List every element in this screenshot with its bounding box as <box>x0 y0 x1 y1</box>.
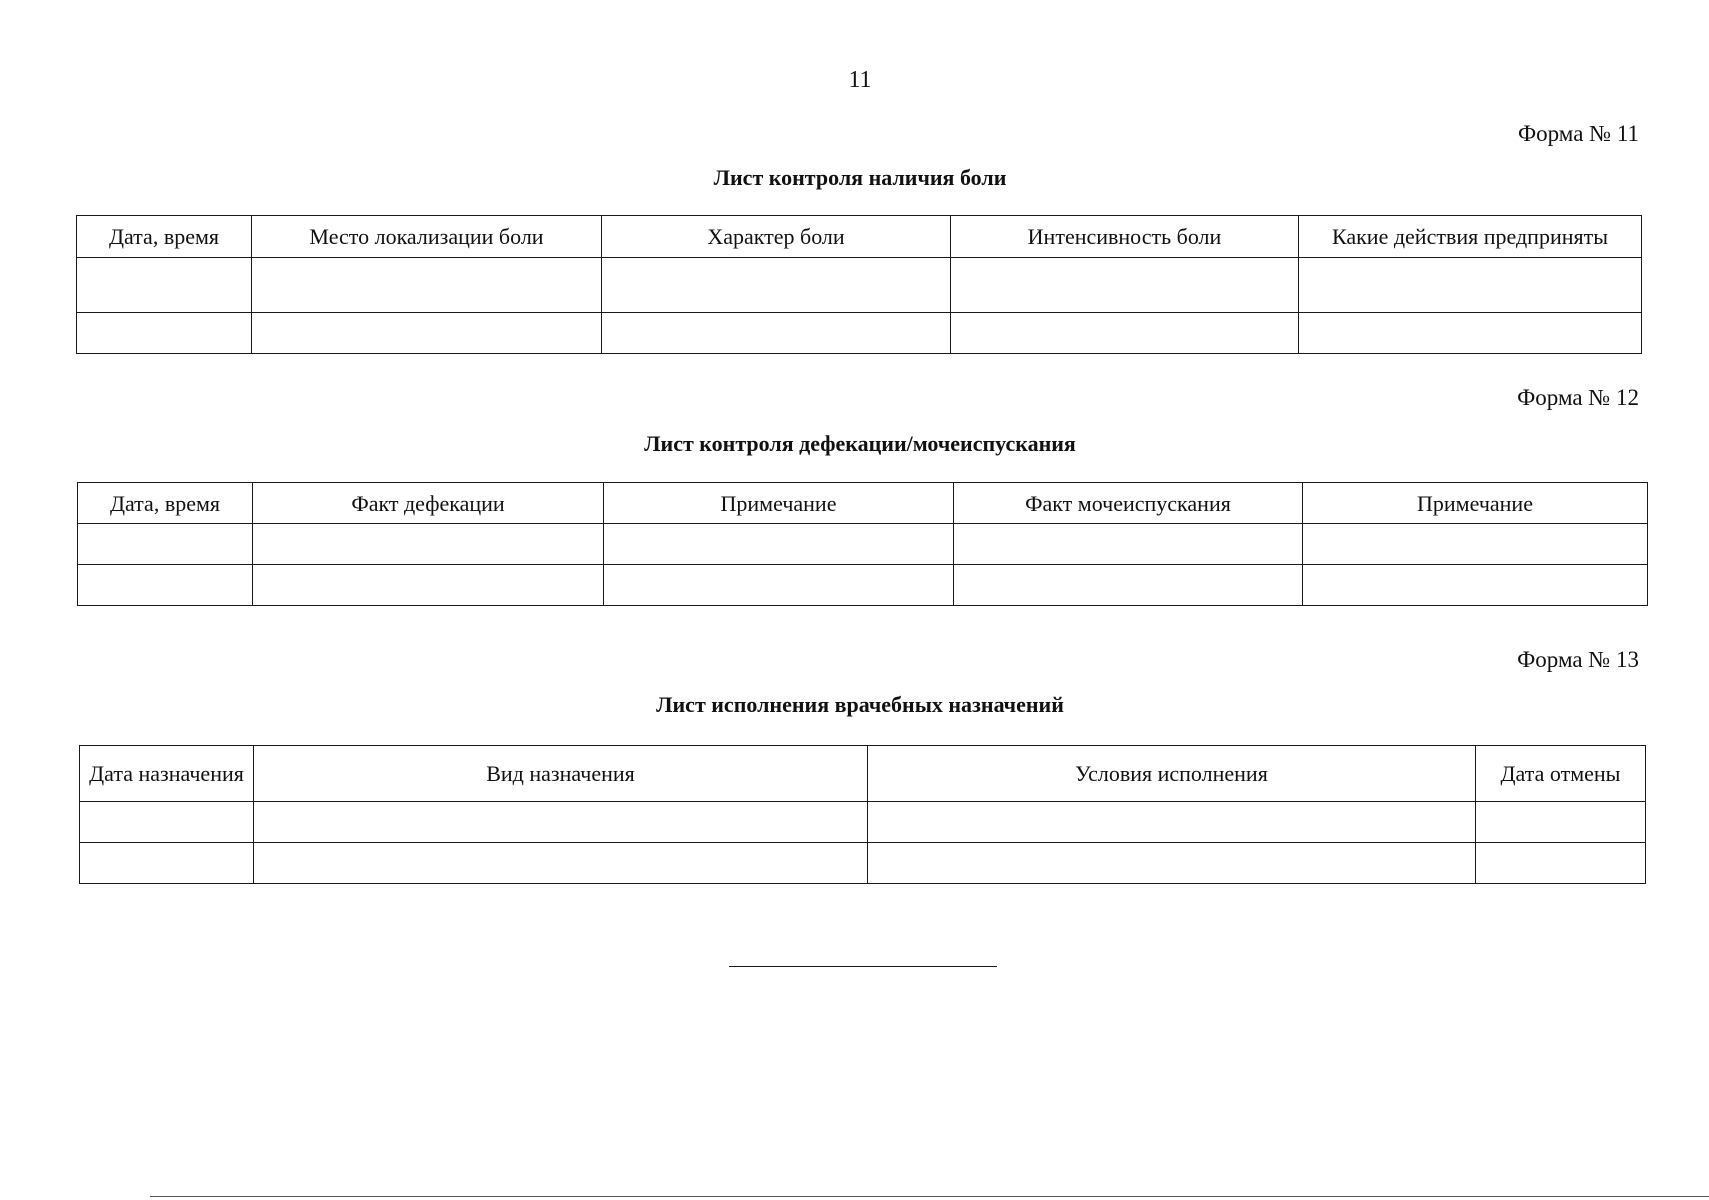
table-cell[interactable] <box>252 313 602 354</box>
table-cell[interactable] <box>80 802 254 843</box>
table-cell[interactable] <box>868 843 1476 884</box>
column-header: Характер боли <box>602 216 951 258</box>
page-bottom-edge <box>150 1196 1709 1197</box>
table-cell[interactable] <box>954 565 1303 606</box>
table-cell[interactable] <box>254 843 868 884</box>
table-row <box>78 524 1648 565</box>
table-row <box>80 802 1646 843</box>
form-11-label: Форма № 11 <box>1517 121 1639 146</box>
table-cell[interactable] <box>602 313 951 354</box>
column-header: Какие действия предприняты <box>1299 216 1642 258</box>
table-cell[interactable] <box>254 802 868 843</box>
table-row <box>77 313 1642 354</box>
table-header-row <box>78 483 1648 524</box>
table-cell[interactable] <box>951 313 1299 354</box>
table-row <box>77 258 1642 313</box>
table-header-row <box>77 216 1642 258</box>
form-12-title: Лист контроля дефекации/мочеиспускания <box>644 431 1076 456</box>
table-cell[interactable] <box>951 258 1299 313</box>
column-header: Дата отмены <box>1476 746 1646 802</box>
column-header: Дата, время <box>78 483 253 524</box>
table-cell[interactable] <box>252 258 602 313</box>
table-cell[interactable] <box>868 802 1476 843</box>
table-cell[interactable] <box>602 258 951 313</box>
table-cell[interactable] <box>1476 843 1646 884</box>
column-header: Дата, время <box>77 216 252 258</box>
table-header-row <box>80 746 1646 802</box>
column-header: Примечание <box>604 483 954 524</box>
column-header: Примечание <box>1303 483 1648 524</box>
table-cell[interactable] <box>253 565 604 606</box>
table-cell[interactable] <box>78 565 253 606</box>
table-cell[interactable] <box>604 565 954 606</box>
table-cell[interactable] <box>1303 524 1648 565</box>
table-cell[interactable] <box>1299 258 1642 313</box>
pain-control-table <box>76 215 1642 354</box>
column-header: Условия исполнения <box>868 746 1476 802</box>
table-cell[interactable] <box>954 524 1303 565</box>
table-row <box>80 843 1646 884</box>
table-cell[interactable] <box>80 843 254 884</box>
table-cell[interactable] <box>77 313 252 354</box>
column-header: Факт дефекации <box>253 483 604 524</box>
table-cell[interactable] <box>253 524 604 565</box>
form-13-title: Лист исполнения врачебных назначений <box>656 692 1064 717</box>
table-row <box>78 565 1648 606</box>
page-number: 11 <box>848 67 872 93</box>
table-cell[interactable] <box>77 258 252 313</box>
column-header: Вид назначения <box>254 746 868 802</box>
form-13-label: Форма № 13 <box>1517 647 1639 672</box>
medical-prescriptions-table <box>79 745 1646 884</box>
column-header: Факт мочеиспускания <box>954 483 1303 524</box>
form-11-title: Лист контроля наличия боли <box>713 165 1007 190</box>
column-header: Интенсивность боли <box>951 216 1299 258</box>
defecation-urination-table <box>77 482 1648 606</box>
column-header: Место локализации боли <box>252 216 602 258</box>
form-12-label: Форма № 12 <box>1517 385 1639 410</box>
table-cell[interactable] <box>1303 565 1648 606</box>
table-cell[interactable] <box>78 524 253 565</box>
end-of-page-line <box>729 966 997 967</box>
table-cell[interactable] <box>1299 313 1642 354</box>
column-header: Дата назначения <box>80 746 254 802</box>
table-cell[interactable] <box>1476 802 1646 843</box>
table-cell[interactable] <box>604 524 954 565</box>
